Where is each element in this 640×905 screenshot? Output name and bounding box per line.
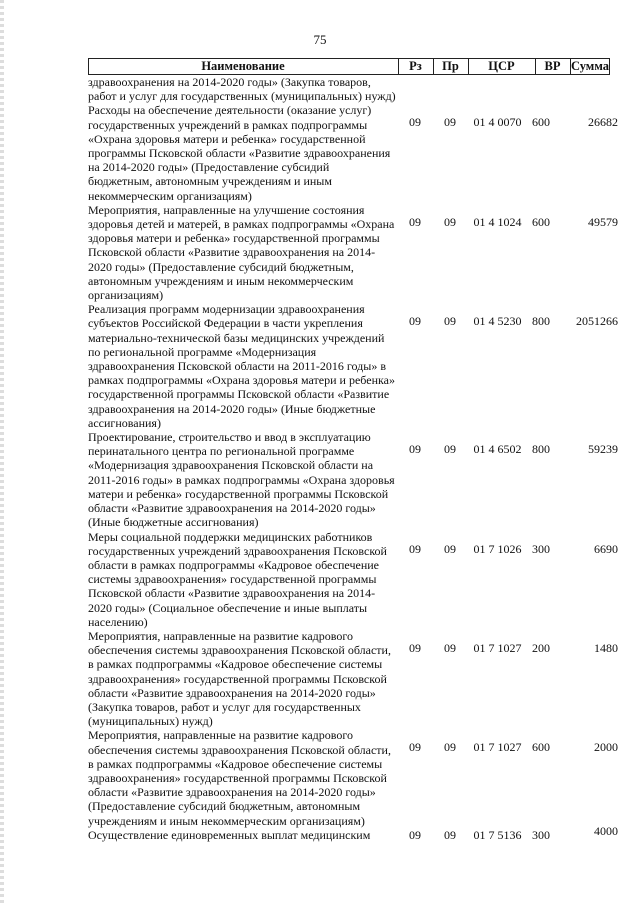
row-vr: 800 — [532, 314, 550, 329]
row-name: здравоохранения на 2014-2020 годы» (Закупка товаров, работ и услуг для государственных (муниципальных) нужд) — [88, 75, 396, 104]
row-name: Мероприятия, направленные на развитие кадрового обеспечения системы здравоохранения Псковской области, в рамках подпрограммы «Кадровое обеспечение системы здравоохранения» государственной программы Псковской области «Развитие здравоохранения на 2014-2020 годы» (Закупка товаров, работ и услуг для государственных (муниципальных) нужд) — [88, 628, 391, 729]
header-divider — [398, 59, 399, 74]
table-row — [88, 202, 618, 303]
row-vr: 200 — [532, 640, 550, 655]
header-divider — [433, 59, 434, 74]
header-divider — [535, 59, 536, 74]
row-vr: 600 — [532, 115, 550, 130]
row-csr: 01 7 1026 — [473, 541, 522, 556]
header-sum: Сумма — [571, 59, 609, 73]
row-name: Мероприятия, направленные на улучшение состояния здоровья детей и матерей, в рамках подпрограммы «Охрана здоровья матери и ребенка» государственной программы Псковской области «Развитие здравоохранения на 2014-2020 годы» (Предоставление субсидий бюджетным, автономным учреждениям и иным некоммерческим организациям) — [88, 202, 395, 303]
table-row — [88, 628, 618, 729]
row-name: Реализация программ модернизации здравоохранения субъектов Российской Федерации в части укрепления материально-технической базы медицинских учреждений по региональной программе «Модернизация здравоохранения Псковской области на 2011-2016 годы» в рамках подпрограммы «Охрана здоровья матери и ребенка» государственной программы Псковской области «Развитие здравоохранения на 2014-2020 годы» (Иные бюджетные ассигнования) — [88, 302, 395, 430]
table-row — [88, 103, 618, 203]
row-pr: 09 — [444, 442, 456, 457]
header-pr: Пр — [442, 59, 459, 73]
row-csr: 01 4 5230 — [473, 314, 522, 329]
table-row — [88, 823, 618, 842]
table-row — [88, 302, 618, 430]
row-csr: 01 7 1027 — [473, 640, 522, 655]
row-rz: 09 — [409, 314, 421, 329]
row-sum: 1480 — [594, 640, 618, 655]
row-csr: 01 4 0070 — [473, 115, 522, 130]
row-name: Проектирование, строительство и ввод в эксплуатацию перинатального центра по региональной программе «Модернизация здравоохранения Псковской области на 2011-2016 годы» в рамках подпрограммы «Охрана здоровья матери и ребенка» государственной программы Псковской области «Развитие здравоохранения на 2014-2020 годы» (Иные бюджетные ассигнования) — [88, 430, 395, 530]
row-rz: 09 — [409, 214, 421, 229]
row-sum: 49579 — [588, 214, 618, 229]
row-sum: 2051266 — [576, 314, 618, 329]
row-name: Осуществление единовременных выплат медицинским — [88, 827, 371, 842]
row-vr: 300 — [532, 541, 550, 556]
row-pr: 09 — [444, 827, 456, 842]
row-rz: 09 — [409, 827, 421, 842]
row-csr: 01 4 1024 — [473, 214, 522, 229]
row-name: Мероприятия, направленные на развитие кадрового обеспечения системы здравоохранения Псковской области, в рамках подпрограммы «Кадровое обеспечение системы здравоохранения» государственной программы Псковской области «Развитие здравоохранения на 2014-2020 годы» (Предоставление субсидий бюджетным, автономным учреждениям и иным некоммерческим организациям) — [88, 728, 391, 828]
header-rz: Рз — [409, 59, 422, 73]
header-name: Наименование — [201, 59, 285, 73]
table-row — [88, 75, 610, 103]
row-vr: 300 — [532, 827, 550, 842]
row-pr: 09 — [444, 314, 456, 329]
table-row — [88, 430, 618, 530]
header-divider — [570, 59, 571, 74]
table-row — [88, 728, 618, 828]
row-sum: 59239 — [588, 442, 618, 457]
row-rz: 09 — [409, 541, 421, 556]
row-rz: 09 — [409, 740, 421, 755]
header-csr: ЦСР — [488, 59, 515, 73]
row-sum: 4000 — [594, 823, 618, 838]
row-pr: 09 — [444, 115, 456, 130]
header-vr: ВР — [544, 59, 561, 73]
row-csr: 01 7 1027 — [473, 740, 522, 755]
row-name: Расходы на обеспечение деятельности (оказание услуг) государственных учреждений в рамках подпрограммы «Охрана здоровья матери и ребенка» государственной программы Псковской области «Развитие здравоохранения на 2014-2020 годы» (Предоставление субсидий бюджетным, автономным учреждениям и иным некоммерческим организациям) — [88, 103, 391, 203]
row-sum: 6690 — [594, 541, 618, 556]
row-pr: 09 — [444, 541, 456, 556]
row-vr: 600 — [532, 214, 550, 229]
row-pr: 09 — [444, 214, 456, 229]
header-divider — [609, 59, 610, 74]
page-number: 75 — [313, 32, 327, 47]
row-name: Меры социальной поддержки медицинских работников государственных учреждений здравоохранения Псковской области в рамках подпрограммы «Кадровое обеспечение системы здравоохранения» государственной программы Псковской области «Развитие здравоохранения на 2014-2020 годы» (Социальное обеспечение и иные выплаты населению) — [88, 529, 387, 629]
row-pr: 09 — [444, 740, 456, 755]
row-pr: 09 — [444, 640, 456, 655]
scan-edge — [0, 0, 4, 905]
table-row — [88, 529, 618, 629]
row-rz: 09 — [409, 115, 421, 130]
header-divider — [468, 59, 469, 74]
row-sum: 26682 — [588, 115, 618, 130]
budget-table — [88, 58, 618, 842]
row-vr: 600 — [532, 740, 550, 755]
row-csr: 01 4 6502 — [473, 442, 522, 457]
row-sum: 2000 — [594, 740, 618, 755]
row-csr: 01 7 5136 — [473, 827, 522, 842]
header-divider — [88, 59, 89, 74]
row-rz: 09 — [409, 442, 421, 457]
table-header — [88, 58, 610, 75]
row-rz: 09 — [409, 640, 421, 655]
row-vr: 800 — [532, 442, 550, 457]
